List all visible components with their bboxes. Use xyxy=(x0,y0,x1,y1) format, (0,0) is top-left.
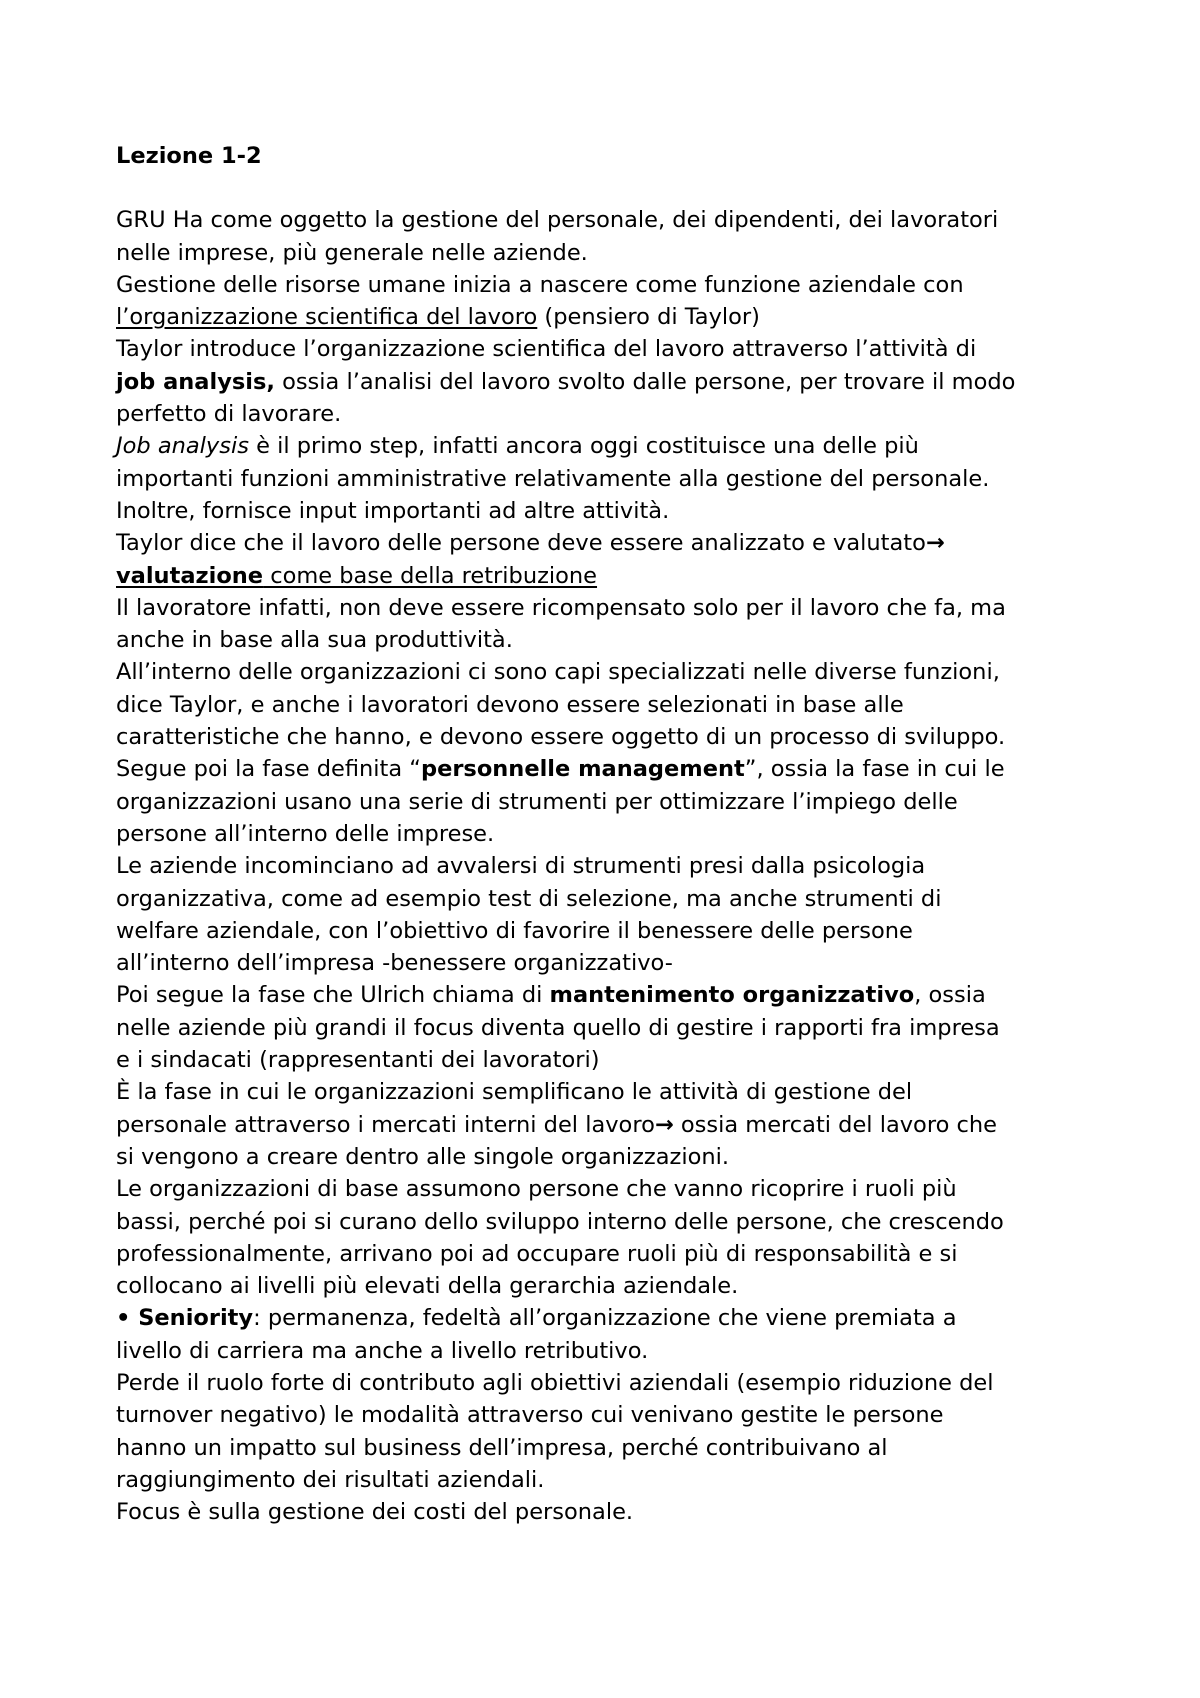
text-segment: Le organizzazioni di base assumono persone che vanno ricoprire i ruoli più xyxy=(116,1176,957,1203)
text-segment: Gestione delle risorse umane inizia a nascere come funzione aziendale con xyxy=(116,271,964,298)
text-segment: valutazione xyxy=(116,562,264,589)
text-line xyxy=(116,1173,1116,1205)
text-line xyxy=(116,1367,1116,1399)
text-line xyxy=(116,463,1116,495)
text-line xyxy=(116,979,1116,1011)
text-segment: dice Taylor, e anche i lavoratori devono essere selezionati in base alle xyxy=(116,691,904,718)
text-line xyxy=(116,883,1116,915)
text-line xyxy=(116,1302,1116,1334)
text-segment: importanti funzioni amministrative relativamente alla gestione del personale. xyxy=(116,465,990,492)
text-line xyxy=(116,237,1116,269)
text-segment: nelle aziende più grandi il focus diventa quello di gestire i rapporti fra impresa xyxy=(116,1014,1000,1041)
text-line xyxy=(116,947,1116,979)
text-segment: Taylor introduce l’organizzazione scientifica del lavoro attraverso l’attività di xyxy=(116,336,977,363)
text-line xyxy=(116,1432,1116,1464)
text-line xyxy=(116,592,1116,624)
text-segment: hanno un impatto sul business dell’impresa, perché contribuivano al xyxy=(116,1434,888,1461)
text-segment: come base della retribuzione xyxy=(263,562,598,589)
text-line xyxy=(116,560,1116,592)
text-line xyxy=(116,721,1116,753)
text-segment: personale attraverso i mercati interni del lavoro xyxy=(116,1111,655,1138)
text-line xyxy=(116,333,1116,365)
text-line xyxy=(116,1076,1116,1108)
text-line xyxy=(116,430,1116,462)
text-segment: Poi segue la fase che Ulrich chiama di xyxy=(116,982,550,1009)
text-segment: Perde il ruolo forte di contributo agli obiettivi aziendali (esempio riduzione del xyxy=(116,1369,994,1396)
document-body xyxy=(116,204,1116,1528)
text-segment: GRU Ha come oggetto la gestione del personale, dei dipendenti, dei lavoratori xyxy=(116,207,999,234)
arrow-icon: → xyxy=(925,530,945,557)
text-segment: bassi, perché poi si curano dello sviluppo interno delle persone, che crescendo xyxy=(116,1208,1004,1235)
text-line xyxy=(116,624,1116,656)
text-line xyxy=(116,204,1116,236)
text-segment: , ossia xyxy=(914,982,986,1009)
text-segment: collocano ai livelli più elevati della gerarchia aziendale. xyxy=(116,1273,739,1300)
text-segment: ossia l’analisi del lavoro svolto dalle persone, per trovare il modo xyxy=(274,368,1016,395)
text-segment: organizzativa, come ad esempio test di selezione, ma anche strumenti di xyxy=(116,885,942,912)
text-line xyxy=(116,1044,1116,1076)
text-segment: l’organizzazione scientifica del lavoro xyxy=(116,304,538,331)
text-line xyxy=(116,1012,1116,1044)
text-segment: : permanenza, fedeltà all’organizzazione che viene premiata a xyxy=(253,1305,957,1332)
arrow-icon: → xyxy=(654,1111,674,1138)
text-segment: Segue poi la fase definita “ xyxy=(116,756,421,783)
text-line xyxy=(116,1141,1116,1173)
text-segment: personnelle management xyxy=(420,756,745,783)
text-segment: welfare aziendale, con l’obiettivo di favorire il benessere delle persone xyxy=(116,917,913,944)
text-segment: Il lavoratore infatti, non deve essere ricompensato solo per il lavoro che fa, ma xyxy=(116,594,1006,621)
text-line xyxy=(116,269,1116,301)
text-segment: livello di carriera ma anche a livello retributivo. xyxy=(116,1337,649,1364)
text-line xyxy=(116,527,1116,559)
text-line xyxy=(116,1270,1116,1302)
text-segment: Le aziende incominciano ad avvalersi di strumenti presi dalla psicologia xyxy=(116,853,926,880)
text-line xyxy=(116,1206,1116,1238)
text-line xyxy=(116,1109,1116,1141)
text-segment: raggiungimento dei risultati aziendali. xyxy=(116,1466,545,1493)
text-segment: organizzazioni usano una serie di strumenti per ottimizzare l’impiego delle xyxy=(116,788,958,815)
text-line xyxy=(116,398,1116,430)
text-line xyxy=(116,786,1116,818)
text-segment: persone all’interno delle imprese. xyxy=(116,820,495,847)
text-segment: Taylor dice che il lavoro delle persone deve essere analizzato e valutato xyxy=(116,530,926,557)
text-line xyxy=(116,1496,1116,1528)
text-segment: e i sindacati (rappresentanti dei lavoratori) xyxy=(116,1047,600,1074)
bullet-icon: • xyxy=(116,1305,139,1332)
text-segment: anche in base alla sua produttività. xyxy=(116,627,513,654)
text-segment: job analysis, xyxy=(116,368,275,395)
text-line xyxy=(116,915,1116,947)
text-segment: Focus è sulla gestione dei costi del personale. xyxy=(116,1499,634,1526)
text-segment: perfetto di lavorare. xyxy=(116,401,342,428)
text-segment: turnover negativo) le modalità attraverso cui venivano gestite le persone xyxy=(116,1402,944,1429)
text-line xyxy=(116,689,1116,721)
text-line xyxy=(116,1238,1116,1270)
text-segment: Inoltre, fornisce input importanti ad altre attività. xyxy=(116,497,670,524)
text-segment: È la fase in cui le organizzazioni semplificano le attività di gestione del xyxy=(116,1079,913,1106)
text-segment: ossia mercati del lavoro che xyxy=(673,1111,997,1138)
text-line xyxy=(116,818,1116,850)
text-segment: nelle imprese, più generale nelle aziende. xyxy=(116,239,588,266)
page-title: Lezione 1-2 xyxy=(116,143,262,169)
text-line xyxy=(116,656,1116,688)
text-segment: è il primo step, infatti ancora oggi costituisce una delle più xyxy=(248,433,919,460)
text-segment: si vengono a creare dentro alle singole organizzazioni. xyxy=(116,1143,730,1170)
text-line xyxy=(116,366,1116,398)
text-line xyxy=(116,1399,1116,1431)
document-page xyxy=(116,140,1116,1528)
text-line xyxy=(116,850,1116,882)
text-segment: all’interno dell’impresa -benessere organizzativo- xyxy=(116,950,673,977)
text-segment: professionalmente, arrivano poi ad occupare ruoli più di responsabilità e si xyxy=(116,1240,958,1267)
text-line xyxy=(116,1464,1116,1496)
text-line xyxy=(116,1335,1116,1367)
text-segment: mantenimento organizzativo xyxy=(549,982,915,1009)
text-segment: (pensiero di Taylor) xyxy=(537,304,760,331)
text-segment: caratteristiche che hanno, e devono essere oggetto di un processo di sviluppo. xyxy=(116,724,1006,751)
text-segment: Seniority xyxy=(138,1305,254,1332)
text-segment: All’interno delle organizzazioni ci sono capi specializzati nelle diverse funzioni, xyxy=(116,659,1000,686)
text-segment: ”, ossia la fase in cui le xyxy=(744,756,1005,783)
text-line xyxy=(116,753,1116,785)
text-segment: Job analysis xyxy=(116,433,249,460)
text-line xyxy=(116,495,1116,527)
text-line xyxy=(116,301,1116,333)
